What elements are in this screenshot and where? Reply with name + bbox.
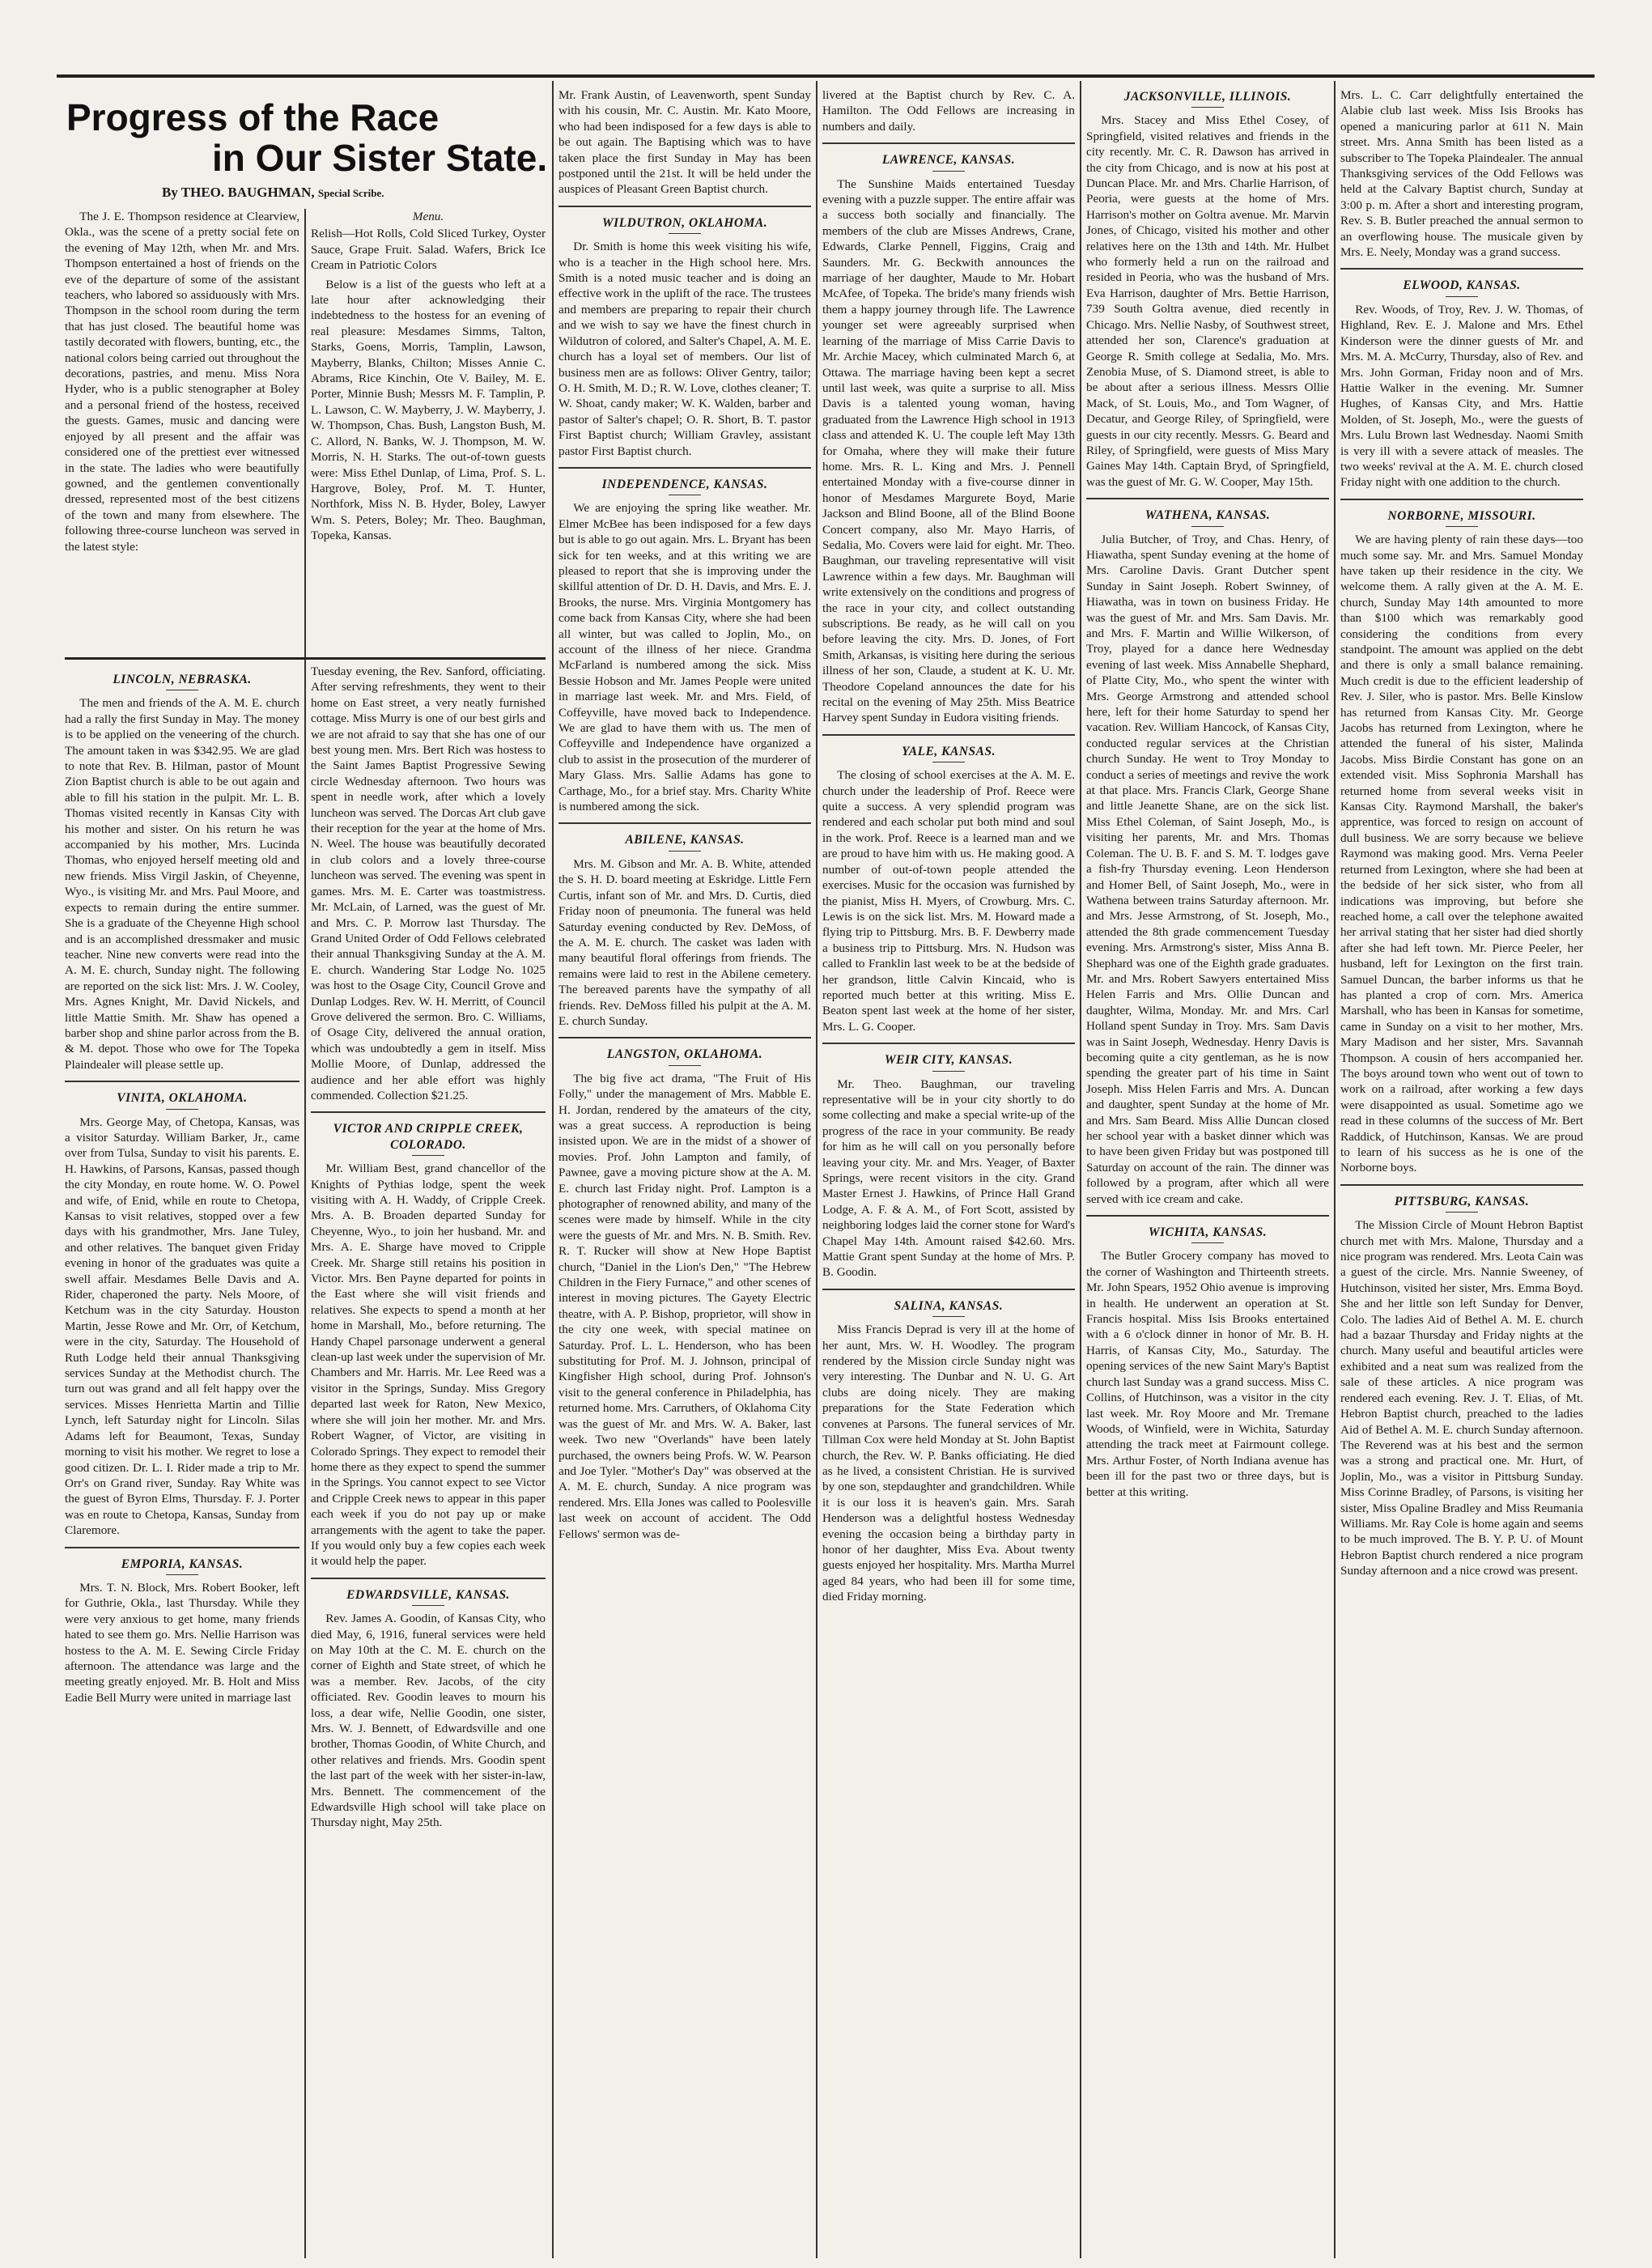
column-separator xyxy=(1080,81,1081,2258)
column-separator xyxy=(816,81,818,2258)
section-text: Mr. Frank Austin, of Leavenworth, spent Sunday with his cousin, Mr. C. Austin. Mr. Kato Moore, who had been indisposed for a few days is able to be out again. The Baptising which was to have taken place the first Sunday in May has been postponed until the 21st. It will be held under the auspices of Pleasant Green Baptist church. xyxy=(558,88,811,197)
section-text: livered at the Baptist church by Rev. C. A. Hamilton. The Odd Fellows are increasing in numbers and daily. xyxy=(822,88,1075,134)
title-line-2: in Our Sister State. xyxy=(212,137,548,179)
section-heading: EDWARDSVILLE, KANSAS. xyxy=(311,1587,546,1606)
section-text: The closing of school exercises at the A. M. E. church under the leadership of Prof. Reece were quite a success. A very splendid program was rendered and each scholar put both mind and soul in the work. Prof. Reece is a learned man and we are proud to have him with us. He making good. A number of out-of-town people attended the exercises. Music for the occasion was furnished by the pianist, Miss H. Myers, of Crowburg. Mrs. C. Lewis is on the sick list. Mrs. M. Howard made a flying trip to Pittsburg. Mrs. B. F. Dewberry made a business trip to Pittsburg. Mrs. N. Hudson was called to Franklin last week to be at the bedside of her grandson, little Calvin Kincaid, who is reported much better at this writing. Miss E. Beaton spent last week at the home of her sister, Mrs. L. G. Cooper. xyxy=(822,768,1075,1034)
section-text: The Mission Circle of Mount Hebron Baptist church met with Mrs. Malone, Thursday and a nice program was rendered. Mrs. Leota Cain was a guest of the circle. Mrs. Nannie Sweeney, of Hutchinson, visited her sister, Mrs. Emma Boyd. She and her little son left Sunday for Denver, Colo. The ladies Aid of Bethel A. M. E. church had a bazaar Thursday and Friday nights at the church. Many useful and beautiful articles were exhibited and a neat sum was realized from the sale of these articles. A nice program was rendered each evening. Rev. J. T. Elias, of Mt. Hebron Baptist church, preached to the ladies Aid of Bethel A. M. E. church Sunday afternoon. The Reverend was at his best and the sermon was a strong and practical one. Mr. Hurt, of Joplin, Mo., was a visitor in Pittsburg Sunday. Miss Corinne Bradley, of Parsons, is visiting her sister, Miss Opaline Bradley and Miss Reumania Williams. Mr. Ray Cole is home again and seems to be much improved. The B. Y. P. U. of Mount Hebron Baptist church rendered a nice program Sunday afternoon and a nice crowd was present. xyxy=(1340,1218,1583,1578)
col5-section-1 xyxy=(1086,89,1329,490)
section-heading: VICTOR AND CRIPPLE CREEK, COLORADO. xyxy=(311,1121,546,1156)
section-divider xyxy=(558,822,811,824)
section-heading: ELWOOD, KANSAS. xyxy=(1340,278,1583,296)
intro-left xyxy=(65,209,299,670)
col3-section-4 xyxy=(558,832,811,1029)
section-heading: PITTSBURG, KANSAS. xyxy=(1340,1194,1583,1213)
section-heading: WEIR CITY, KANSAS. xyxy=(822,1052,1075,1071)
section-text: Mrs. George May, of Chetopa, Kansas, was a visitor Saturday. William Barker, Jr., came over from Tulsa, Sunday to visit his parents. E. H. Hawkins, of Parsons, Kansas, passed though the city Monday, en route home. W. O. Powel and wife, of Enid, while en route to Chetopa, Kansas to visit relatives, stopped over a few days with his grandmother, Mrs. Jane Tuley, and other relatives. The banquet given Friday evening in honor of the graduates was quite a swell affair. Mesdames Belle Davis and A. Rider, chaperoned the party. Nels Moore, of Ketchum was in the city Saturday. Houston Martin, Jesse Rowe and Mr. Orr, of Ketchum, were in the city, Saturday. The Household of Ruth Lodge held their annual Thanksgiving services Sunday at the Methodist church. The turn out was grand and all felt happy over the services. Misses Henrietta Martin and Tillie Lynch, left Saturday night for Lincoln. Silas Adams left for Beaumont, Texas, Sunday morning to visit his mother. We regret to lose a good citizen. Dr. L. I. Rider made a trip to Mr. Orr's on Grand river, Sunday. Ray White was the guest of Byron Elms, Thursday. F. J. Porter was en route to Chetopa, Kansas, Sunday from Claremore. xyxy=(65,1115,299,1538)
section-divider xyxy=(1340,1184,1583,1186)
section-divider xyxy=(1340,499,1583,500)
section-heading: LAWRENCE, KANSAS. xyxy=(822,152,1075,171)
section-divider xyxy=(65,1081,299,1082)
section-text: Miss Francis Deprad is very ill at the home of her aunt, Mrs. W. H. Woodley. The program rendered by the Mission circle Sunday night was very interesting. The Dunbar and N. U. G. Art clubs are doing nicely. They are making preparations for the State Federation which convenes at Parsons. The funeral services of Mr. Tillman Cox were held Monday at St. John Baptist church, the Rev. W. P. Banks officiating. He died as he lived, a consistent Christian. He is survived by one son, stepdaughter and grandchildren. While it is our loss it is heaven's gain. Mrs. Sarah Henderson was a delightful hostess Wednesday evening the occasion being a birthday party in honor of her daughter, Miss Eva. About twenty guests enjoyed her hospitality. Mrs. Martha Murrel aged 84 years, who had been ill for some time, died Friday morning. xyxy=(822,1323,1075,1604)
section-divider xyxy=(822,1043,1075,1044)
column-3 xyxy=(558,87,811,2258)
section-text: Mrs. L. C. Carr delightfully entertained the Alabie club last week. Miss Isis Brooks has opened a manicuring parlor at 611 N. Main street. Mrs. Anna Smith has been listed as a subscriber to The Topeka Plaindealer. The annual Thanksgiving services of the Odd Fellows was held at the Calvary Baptist church, Sunday at 3:00 p. m. After a short and interesting program, Rev. S. B. Butler preached the annual sermon to an overflowing house. The musicale given by Mrs. E. Neely, Monday was a grand success. xyxy=(1340,88,1583,260)
section-divider xyxy=(1086,498,1329,499)
col3-section-3 xyxy=(558,477,811,815)
section-text: The big five act drama, "The Fruit of His Folly," under the management of Mrs. Mabble E. H. Jordan, rendered by the amateurs of the city, was a great success. A reproduction is being insisted upon. We are in the midst of a shower of movies. Prof. John Lampton and family, of Pawnee, gave a moving picture show at the A. M. E. church last Friday night. Prof. Lampton is a photographer of renowned ability, and many of the scenes were made by himself. While in the city were the guests of Mr. and Mrs. N. B. Smith. Rev. R. T. Rucker will show at New Hope Baptist church, "Daniel in the Lion's Den," "The Hebrew Children in the Fiery Furnace," and other scenes of interest in moving pictures. The Gayety Electric theatre, with A. P. Bishop, proprietor, will show in the city one week, with special matinee on Saturday. Prof. L. L. Henderson, who has been substituting for Prof. M. J. Johnson, principal of Kingfisher High school, during Prof. Johnson's visit to the general conference in Philadelphia, has returned home. Mrs. Carruthers, of Oklahoma City was the guest of Mr. and Mrs. W. A. Baker, last week. Two new "Overlands" have been lately purchased, the owners being Profs. W. W. Pearson and Joe Tyler. "Mother's Day" was observed at the A. M. E. church, Sunday. A nice program was rendered. Mrs. Ella Jones was called to Poolesville last week on account of accident. The Odd Fellows' sermon was de- xyxy=(558,1071,811,1541)
col5-section-2 xyxy=(1086,508,1329,1207)
section-text: We are having plenty of rain these days—too much some say. Mr. and Mrs. Samuel Monday have taken up their residence in the city. We welcome them. A rally given at the A. M. E. church, Sunday May 14th amounted to more than $100 which was remarkably good considering the conditions from every standpoint. The amount was applied on the debt and there is only a small balance remaining. Much credit is due to the efficient leadership of Rev. J. Siler, who is pastor. Mrs. Belle Kinslow has returned from Kansas City. Mr. George Jacobs has returned from Lexington, where he attended the funeral of his sister, Malinda Jacobs. Miss Birdie Constant has gone on an extended visit. Miss Sophronia Marshall has returned home from several weeks visit in Kansas City. Raymond Marshall, the baker's apprentice, was forced to resign on account of dull business. We are sorry because we believe Raymond was making good. Mrs. Verna Peeler returned from Lexington, where she had been at the bedside of her sick sister, who from all indications was improving, but before she reached home, a call over the telephone awaited her arrival stating that her sister had died shortly after she had left town. Mr. Pierce Peeler, her husband, left for Lexington on the first train. Samuel Duncan, the barber informs us that he has planted a crop of corn. Mrs. America Marshall, who has been in Kansas for sometime, came in Sunday on a visit to her mother, Mrs. Mary Madison and her sister, Mrs. Savannah Thompson. A cousin of hers accompanied her. The boys around town who went out of town to work on a railroad, after working a few days were disappointed as usual. Sometime ago we read in these columns of the success of Mr. Bert Raddick, of Hutchinson, Kansas. We are proud to learn of his success as he is one of the Norborne boys. xyxy=(1340,533,1583,1175)
section-divider xyxy=(65,1547,299,1548)
menu-title: Menu. xyxy=(412,210,444,223)
col1-section-3 xyxy=(65,1557,299,1706)
section-heading: LANGSTON, OKLAHOMA. xyxy=(558,1047,811,1065)
col1-section-1 xyxy=(65,672,299,1072)
top-rule xyxy=(57,74,1595,78)
section-divider xyxy=(558,1037,811,1038)
intro-left-text: The J. E. Thompson residence at Clearview, Okla., was the scene of a pretty social fete on the evening of May 12th, when Mr. and Mrs. Thompson entertained a host of friends on the eve of the departure of some of the assistant teachers, who labored so assiduously with Mrs. Thompson in the school room during the term that has just closed. The beautiful home was tastily decorated with flowers, bunting, etc., the national colors being carried out throughout the decorations, pastries, and menu. Miss Nora Hyder, who is a public stenographer at Boley and a personal friend of the hostess, received the guests. Games, music and dancing were enjoyed by all present and the affair was considered one of the prettiest ever witnessed in the state. The ladies who were beautifully gowned, and the gentlemen conventionally dressed, represented most of the best citizens of the town and many from elsewhere. The following three-course luncheon was served in the latest style: xyxy=(65,210,299,554)
column-1 xyxy=(65,664,299,2258)
section-heading: ABILENE, KANSAS. xyxy=(558,832,811,851)
column-separator xyxy=(552,81,554,2258)
title-line-1: Progress of the Race xyxy=(66,96,440,138)
col6-section-2 xyxy=(1340,278,1583,490)
section-heading: EMPORIA, KANSAS. xyxy=(65,1557,299,1575)
section-text: Rev. Woods, of Troy, Rev. J. W. Thomas, of Highland, Rev. E. J. Malone and Mrs. Ethel Kinderson were the dinner guests of Mr. and Mrs. M. A. McCurry, Thursday, also of Rev. and Mrs. John Gorman, Friday noon and of Mrs. Hattie Walker in the evening. Mr. Sumner Hughes, of Kansas City, and Mrs. Hattie Molden, of St. Joseph, Mo., were the guests of Mrs. Lulu Brown last Wednesday. Naomi Smith is very ill with a severe attack of measles. The two weeks' revival at the A. M. E. church closed Friday night with one addition to the church. xyxy=(1340,302,1583,490)
section-divider xyxy=(311,1578,546,1579)
intro-separator xyxy=(304,209,306,666)
col6-section-3 xyxy=(1340,508,1583,1176)
col1-section-2 xyxy=(65,1090,299,1538)
section-text: Rev. James A. Goodin, of Kansas City, who died May, 6, 1916, funeral services were held on May 10th at the C. M. E. church on the corner of Eighth and State street, of which he was a member. Rev. Jacobs, of the city officiated. Rev. Goodin leaves to mourn his loss, a dear wife, Nellie Goodin, one sister, Mrs. W. J. Bennett, of Edwardsville and one brother, Thomas Goodin, of White Church, and other relatives and friends. Mrs. Goodin spent the last part of the week with her sister-in-law, Mrs. Bennett. The commencement of the Edwardsville High school will take place on Thursday night, May 25th. xyxy=(311,1612,546,1830)
col4-section-4 xyxy=(822,1052,1075,1281)
column-separator xyxy=(304,664,306,2258)
section-text: Julia Butcher, of Troy, and Chas. Henry, of Hiawatha, spent Sunday evening at the home of Mrs. Caroline Davis. Grant Dutcher spent Sunday in Saint Joseph. Robert Swinney, of Hiawatha, was in town on business Friday. He was the guest of Mr. and Mrs. Sam Davis. Mr. and Mrs. F. Martin and Willie Wilkerson, of Troy, played for a dance here Wednesday evening of last week. Miss Annabelle Shephard, of Platte City, Mo., who spent the winter with Mrs. George Armstrong and attended school here, left for their home Saturday to spend her vacation. Rev. William Hancock, of Kansas City, conducted regular services at the Christian church Sunday. He went to Troy Monday to conduct a series of meetings and revive the work at that place. Mrs. Francis Clark, George Shane and little Jeanette Shane, are on the sick list. Miss Ethel Coleman, of Saint Joseph, Mo., is visiting her parents, Mr. and Mrs. Thomas Coleman. The U. B. F. and S. M. T. lodges gave a fish-fry Thursday evening. Leon Henderson and Homer Bell, of Saint Joseph, Mo., were in Wathena between trains Saturday afternoon. Mr. and Mrs. Jesse Armstrong, of St. Joseph, Mo., attended the 8th grade commencement Tuesday evening. Mrs. Armstrong's sister, Miss Anna B. Shephard was one of the Eighth grade graduates. Mr. and Mrs. Robert Sawyers entertained Miss Helen Farris and Mrs. Ollie Duncan and daughter, Wilma, Monday. Mr. and Mrs. Carl Holland spent Sunday in Troy. Mrs. Sam Davis was in Saint Joseph, Wednesday. Henry Davis is becoming quite a city gentleman, as he is now spending the greater part of his time in Saint Joseph. Miss Helen Farris and Mrs. A. Duncan and daughter, spent Sunday at the home of Mr. and Mrs. Sam Beard. Miss Allie Duncan closed her school year with a basket dinner which was to have been given Friday but was postponed till Saturday on account of the rain. The dinner was followed by a program, after which all were served with ice cream and cake. xyxy=(1086,532,1329,1206)
section-text: We are enjoying the spring like weather. Mr. Elmer McBee has been indisposed for a few days but is able to go out again. Mrs. L. Bryant has been sick for ten weeks, and at this writing we are pleased to report that she is improving under the skillful attention of Dr. D. H. Davis, and Mrs. E. J. Brooks, the nurse. Mrs. Virginia Montgomery has come back from Kansas City, where she had been all winter, but was called to Joplin, Mo., on account of the illness of her niece. Grandma McFarland is numbered among the sick. Miss Bessie Hobson and Mr. James People were united in marriage last week. Mr. and Mrs. Field, of Coffeyville, have moved back to Independence. We are glad to have them with us. The men of Coffeyville and Independence have organized a club to assist in the prosecution of the murderer of Mary Glass. Mrs. Sallie Adams has gone to Carthage, Mo., for a brief stay. Mrs. Charity White is numbered among the sick. xyxy=(558,501,811,814)
section-divider xyxy=(311,1111,546,1113)
column-4 xyxy=(822,87,1075,2258)
column-6 xyxy=(1340,87,1583,2258)
column-5 xyxy=(1086,87,1329,2258)
section-heading: WILDUTRON, OKLAHOMA. xyxy=(558,215,811,234)
section-heading: WATHENA, KANSAS. xyxy=(1086,508,1329,526)
intro-right xyxy=(311,209,546,670)
section-text: The Sunshine Maids entertained Tuesday evening with a puzzle supper. The entire affair was a success both socially and financially. The members of the club are Misses Andrews, Crane, Edwards, Clarke Pennell, Figgins, Craig and Saunders. Mr. G. Beckwith announces the marriage of her daughter, Maude to Mr. Hobart McAfee, of Topeka. The bride's many friends wish them a happy journey through life. The Lawrence younger set were agreeably surprised when learning of the marriage of Miss Carrie Davis to Mr. Archie Macey, which culminated March 6, at Ottawa. The marriage having been kept a secret until last week, was quite a surprise to all. Miss Davis is a talented young woman, having graduated from the Lawrence High school in 1913 class and attended K. U. The couple left May 13th for Omaha, where they will make their future home. Mrs. R. L. King and Mrs. J. Pennell entertained Monday with a five-course dinner in honor of Mesdames Margurete Boyd, Marie Jackson and Blind Boone, all of the Blind Boone Concert company, also Mr. Mayo Harris, of Sedalia, Mo. Covers were laid for eight. Mr. Theo. Baughman, our traveling representative will visit Lawrence within a few days. Mr. Baughman will write extensively on the conditions and progress of the race in your city, and collect outstanding subscriptions. Be ready, as he will call on you before leaving the city. Mrs. D. Jones, of Fort Smith, Arkansas, is visiting here during the serious illness of her son, Claude, a student at K. U. Mr. Theodore Copeland announces the date for his recital on the evening of May 25th. Miss Beatrice Harvey spent Sunday in Eudora visiting friends. xyxy=(822,176,1075,725)
byline-prefix: By THEO. BAUGHMAN, xyxy=(162,185,318,200)
intro-bottom-rule xyxy=(65,657,546,660)
section-heading: INDEPENDENCE, KANSAS. xyxy=(558,477,811,495)
section-text: Tuesday evening, the Rev. Sanford, officiating. After serving refreshments, they went to their home on East street, a very neatly furnished cottage. Miss Murry is one of our best girls and we are not afraid to say that she has one of our best young men. Mrs. Bert Rich was hostess to the Saint James Baptist Progressive Sewing circle Wednesday afternoon. Two hours was spent in needle work, after which a lovely luncheon was served. The Dorcas Art club gave their reception for the year at the home of Mrs. N. Weel. The house was beautifully decorated in club colors and a lovely three-course luncheon was served. The evening was spent in games. Mrs. M. E. Carter was toastmistress. Mr. McLain, of Larned, was the guest of Mr. and Mrs. C. P. Morrow last Thursday. The Grand United Order of Odd Fellows celebrated their annual Thanksgiving Sunday at the A. M. E. church. Wandering Star Lodge No. 1025 was host to the Osage City, Council Grove and Dunlap Lodges. Rev. W. H. Merritt, of Council Grove delivered the sermon. Bro. C. Williams, of Osage City, delivered the annual oration, which was undoubtedly a gem in itself. Miss Mollie Moore, of Dunlap, addressed the audience and her able effort was highly commended. Collection $21.25. xyxy=(311,665,546,1102)
section-heading: VINITA, OKLAHOMA. xyxy=(65,1090,299,1109)
section-text: Mrs. M. Gibson and Mr. A. B. White, attended the S. H. D. board meeting at Eskridge. Little Fern Curtis, infant son of Mr. and Mrs. D. Curtis, died Friday noon of pneumonia. The funeral was held Saturday evening conducted by Rev. DeMoss, of the A. M. E. church. The casket was laden with many beautiful floral offerings from friends. The remains were laid to rest in the Abilene cemetery. The bereaved parents have the sympathy of all friends. Rev. DeMoss filled his pulpit at the A. M. E. church Sunday. xyxy=(558,856,811,1028)
col4-section-5 xyxy=(822,1298,1075,1605)
section-divider xyxy=(558,467,811,469)
section-heading: JACKSONVILLE, ILLINOIS. xyxy=(1086,89,1329,108)
section-divider xyxy=(558,206,811,207)
section-divider xyxy=(1086,1215,1329,1217)
section-divider xyxy=(822,734,1075,736)
col4-section-3 xyxy=(822,744,1075,1034)
col2-section-2 xyxy=(311,1121,546,1569)
section-divider xyxy=(1340,268,1583,270)
section-heading: WICHITA, KANSAS. xyxy=(1086,1225,1329,1243)
section-text: The Butler Grocery company has moved to the corner of Washington and Thirteenth streets. Mr. John Spears, 1952 Ohio avenue is improving in health. He underwent an operation at St. Francis hospital. Miss Isis Brooks entertained with a 6 o'clock dinner in honor of Mr. B. H. Harris, of Kansas City, Mo., Saturday. The opening services of the new Saint Mary's Baptist church last Sunday was a grand success. Miss C. Collins, of Hutchinson, was a visitor in the city last week. Mr. Roy Moore and Mr. Tremane Woods, of Winfield, were in Wichita, Saturday attending the track meet at Fairmount college. Mrs. Arthur Foster, of North Indiana avenue has been ill for the past two or three days, but is better at this writing. xyxy=(1086,1249,1329,1499)
section-divider xyxy=(822,1289,1075,1290)
col6-section-4 xyxy=(1340,1194,1583,1579)
intro-right-text: Below is a list of the guests who left at a late hour after acknowledging their indebtedness to the hostess for an evening of real pleasure: Mesdames Simms, Talton, Starks, Goens, Morris, Tamplin, Lawson, Mayberry, Blanks, Chilton; Misses Annie C. Abrams, Rice Kinchin, Ote V. Bailey, M. E. Porter, Minnie Bush; Messrs M. F. Tamplin, P. L. Lawson, C. W. Mayberry, J. W. Mayberry, J. W. Thompson, Chas. Bush, Langston Bush, M. C. Allord, N. Banks, W. J. Thompson, M. W. Morris, N. H. Starks. The out-of-town guests were: Miss Ethel Dunlap, of Lima, Prof. S. L. Hargrove, Boley, Prof. M. T. Hunter, Northfork, Miss N. B. Hyder, Boley, Lawyer Wm. S. Peters, Boley; Mr. Theo. Baughman, Topeka, Kansas. xyxy=(311,277,546,543)
page-title xyxy=(66,97,633,178)
byline xyxy=(162,185,567,201)
section-heading: NORBORNE, MISSOURI. xyxy=(1340,508,1583,527)
section-text: The men and friends of the A. M. E. church had a rally the first Sunday in May. The money is to be applied on the veneering of the church. The amount taken in was $342.95. We are glad to note that Rev. B. Hilman, pastor of Mount Zion Baptist church is able to be out again and able to fill his station in the pulpit. Mr. L. B. Thomas visited recently in Kansas City with his mother and sister. On his return he was accompanied by his mother, Mrs. Lucinda Thomas, who enjoyed herself meeting old and new friends. Miss Virgil Jaskin, of Cheyenne, Wyo., is visiting Mr. and Mrs. Paul Moore, and expects to remain during the entire summer. She is a graduate of the Cheyenne High school and is an accomplished dressmaker and music teacher. Nine new converts were read into the A. M. E. church, Sunday night. The following are reported on the sick list: Mrs. J. W. Cooley, Mrs. Agnes Knight, Mr. David Nickels, and little Mattie Smith. Mr. Shaw has opened a barber shop and shine parlor across from the B. & M. depot. Those who owe for The Topeka Plaindealer will please settle up. xyxy=(65,696,299,1072)
section-text: Mr. William Best, grand chancellor of the Knights of Pythias lodge, spent the week visiting with A. H. Waddy, of Cripple Creek. Mrs. A. B. Broaden departed Sunday for Cheyenne, Wyo., to join her husband. Mr. and Mrs. A. E. Sharge have moved to Cripple Creek. Mr. Sharge still retains his position in Victor. Mrs. Ben Payne departed for points in the East where she will visit friends and relatives. She expects to spend a month at her home in Marshall, Mo., before returning. The Handy Chapel parsonage underwent a general clean-up last week under the supervision of Mr. Chambers and Mr. Harris. Mr. Lee Reed was a visitor in the Springs, Sunday. Miss Gregory departed last week for Raton, New Mexico, where she will join her mother. Mr. and Mrs. Robert Wagner, of Victor, are visiting in Colorado Springs. They expect to remodel their home there as they expect to spend the summer in the Springs. You cannot expect to see Victor and Cripple Creek news to appear in this paper each week if you do not pay up or make arrangements with the agent to take the paper. If you would only buy a few copies each week it would help the paper. xyxy=(311,1162,546,1569)
col3-section-1 xyxy=(558,87,811,197)
section-text: Mrs. Stacey and Miss Ethel Cosey, of Springfield, visited relatives and friends in the city recently. Mr. C. R. Dawson has arrived in the city from Chicago, and is now at his post at Duncan Place. Mr. and Mrs. Charlie Harrison, of Peoria, were guests at the home of Mrs. Harrison's mother on Goltra avenue. Mr. Marvin Jones, of Chicago, visited his mother and other relatives here on the 13th and 14th. Mr. Hulbet who formerly held a run on the railroad and resided in Peoria, who was the husband of Mrs. Eva Harrison, daughter of Mrs. Bettie Harrison, 739 South Goltra avenue, died recently in Chicago. Mrs. Nellie Nasby, of Southwest street, attended her son, Clarence's graduation at George R. Smith college at Sedalia, Mo. Mrs. Zenobia Muse, of S. Diamond street, is able to be about after a serious illness. Messrs Ollie Mack, of St. Louis, Mo., and Tom Wagner, of Decatur, and George Riley, of Springfield, were guests in our city recently. Messrs. G. Beard and Riley, of Springfield, were guests of Miss Mary Gaines May 14th. Captain Bryd, of Springfield, was the guest of Mr. G. W. Cooper, May 15th. xyxy=(1086,113,1329,489)
section-text: Mrs. T. N. Block, Mrs. Robert Booker, left for Guthrie, Okla., last Thursday. While they were very anxious to get home, many friends hated to see them go. Mrs. Nellie Harrison was hostess to the A. M. E. Sewing Circle Friday afternoon. The attendance was large and the meeting greatly enjoyed. Mr. B. Holt and Miss Eadie Bell Murry were united in marriage last xyxy=(65,1580,299,1705)
section-heading: SALINA, KANSAS. xyxy=(822,1298,1075,1317)
byline-suffix: Special Scribe. xyxy=(317,187,384,199)
section-text: Mr. Theo. Baughman, our traveling representative will be in your city shortly to do some collecting and make a special write-up of the progress of the race in your community. Be ready for him as he will call on you personally before leaving your city. Mr. and Mrs. Yeager, of Baxter Springs, were recent visitors in the city. Grand Master Ernest J. Hawkins, of Prince Hall Grand Lodge, A. F. & A. M., of Fort Scott, assisted by neighboring lodges laid the corner stone for Ward's Chapel May 14th. Amount raised $42.60. Mrs. Mattie Grant spent Sunday at the home of Mrs. P. B. Goodin. xyxy=(822,1077,1075,1280)
menu-text: Relish—Hot Rolls, Cold Sliced Turkey, Oyster Sauce, Grape Fruit. Salad. Wafers, Brick Ice Cream in Patriotic Colors xyxy=(311,227,546,273)
section-heading: YALE, KANSAS. xyxy=(822,744,1075,762)
col2-section-1 xyxy=(311,664,546,1103)
col5-section-3 xyxy=(1086,1225,1329,1500)
col6-section-1 xyxy=(1340,87,1583,260)
section-text: Dr. Smith is home this week visiting his wife, who is a teacher in the High school here. Mrs. Smith is a noted music teacher and is doing an effective work in the uplift of the race. The trustees and members are preparing to repair their church and we wish to say we have the finest church in Wildutron of colored, and Salter's Chapel, A. M. E. church has a loyal set of members. Our list of business men are as follows: Oliver Gentry, tailor; O. H. Smith, M. D.; R. W. Love, clothes cleaner; T. W. Shoat, candy maker; W. K. Walden, barber and pastor of Salter's chapel; O. R. Short, B. T. pastor First Baptist church; William Gravley, assistant pastor First Baptist church. xyxy=(558,240,811,458)
section-divider xyxy=(822,142,1075,144)
col2-section-3 xyxy=(311,1587,546,1831)
col3-section-5 xyxy=(558,1047,811,1542)
section-heading: LINCOLN, NEBRASKA. xyxy=(65,672,299,690)
column-2 xyxy=(311,664,546,2258)
col3-section-2 xyxy=(558,215,811,459)
col4-section-1 xyxy=(822,87,1075,134)
column-separator xyxy=(1334,81,1336,2258)
col4-section-2 xyxy=(822,152,1075,726)
